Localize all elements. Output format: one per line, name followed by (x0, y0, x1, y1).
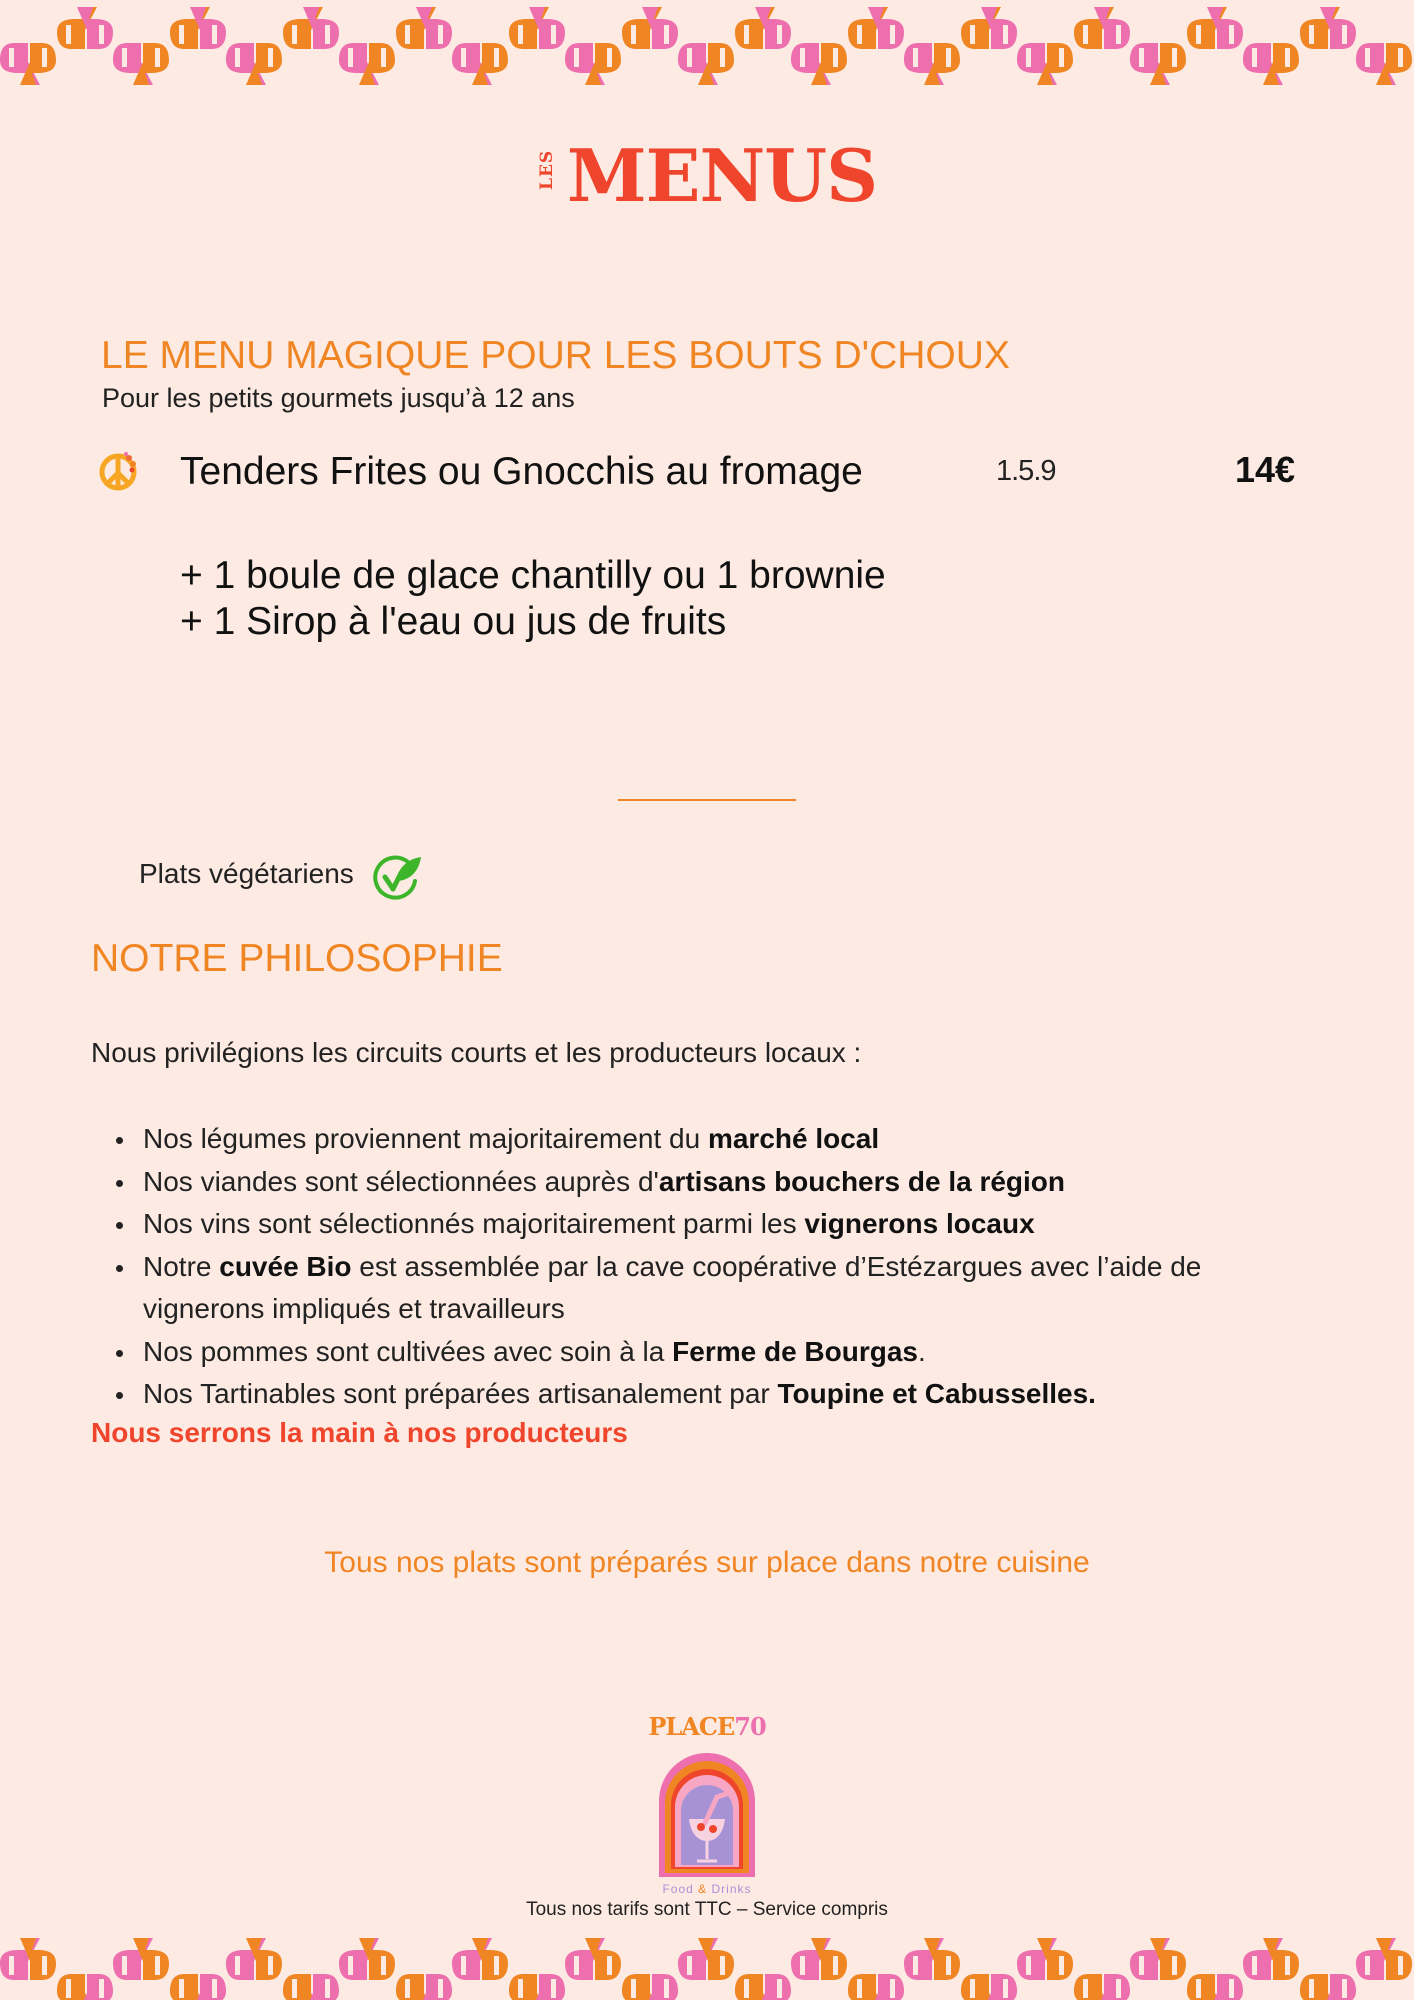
cocktail-arch-icon (655, 1749, 759, 1879)
page-title (0, 133, 1414, 218)
list-item: Notre cuvée Bio est assemblée par la cave coopérative d’Estézargues avec l’aide de vignerons impliqués et travailleurs (143, 1246, 1323, 1331)
section-divider (618, 799, 796, 801)
motif-pattern-icon (0, 0, 1414, 85)
dish-name: Tenders Frites ou Gnocchis au fromage (180, 450, 863, 493)
kids-menu-title: LE MENU MAGIQUE POUR LES BOUTS D'CHOUX (101, 334, 1010, 377)
producers-tagline: Nous serrons la main à nos producteurs (91, 1417, 628, 1448)
menu-item-row (98, 447, 1348, 501)
logo-wordmark: PLACE70 (648, 1712, 766, 1741)
bottom-pattern-band (0, 1915, 1414, 2000)
place70-logo (637, 1712, 777, 1902)
philosophy-list (143, 1118, 1323, 1416)
top-pattern-band (0, 0, 1414, 85)
kitchen-note: Tous nos plats sont préparés sur place dans notre cuisine (324, 1546, 1090, 1579)
list-item: Nos vins sont sélectionnés majoritairement parmi les vignerons locaux (143, 1203, 1323, 1246)
peace-sign-icon (98, 450, 140, 492)
logo-tagline: Food & Drinks (662, 1882, 752, 1896)
addon-dessert: + 1 boule de glace chantilly ou 1 brownie (180, 554, 886, 597)
list-item: Nos légumes proviennent majoritairement du marché local (143, 1118, 1323, 1161)
list-item: Nos viandes sont sélectionnées auprès d'artisans bouchers de la région (143, 1161, 1323, 1204)
page-title-main: MENUS (566, 133, 878, 218)
vegetarian-label: Plats végétariens (139, 858, 354, 889)
menu-addons (180, 553, 886, 645)
vegetarian-legend (139, 845, 423, 903)
dish-price: 14€ (1235, 449, 1296, 490)
dish-allergen-codes: 1.5.9 (996, 455, 1056, 487)
kids-menu-subtitle: Pour les petits gourmets jusqu’à 12 ans (102, 383, 575, 413)
philosophy-intro: Nous privilégions les circuits courts et les producteurs locaux : (91, 1037, 862, 1068)
list-item: Nos Tartinables sont préparées artisanalement par Toupine et Cabusselles. (143, 1373, 1323, 1416)
page-title-small: LES (536, 149, 557, 190)
philosophy-title: NOTRE PHILOSOPHIE (91, 937, 503, 980)
footer-note: Tous nos tarifs sont TTC – Service compris (526, 1899, 888, 1920)
leaf-check-icon (371, 851, 423, 903)
addon-drink: + 1 Sirop à l'eau ou jus de fruits (180, 600, 727, 643)
motif-pattern-icon (0, 1915, 1414, 2000)
list-item: Nos pommes sont cultivées avec soin à la Ferme de Bourgas. (143, 1331, 1323, 1374)
